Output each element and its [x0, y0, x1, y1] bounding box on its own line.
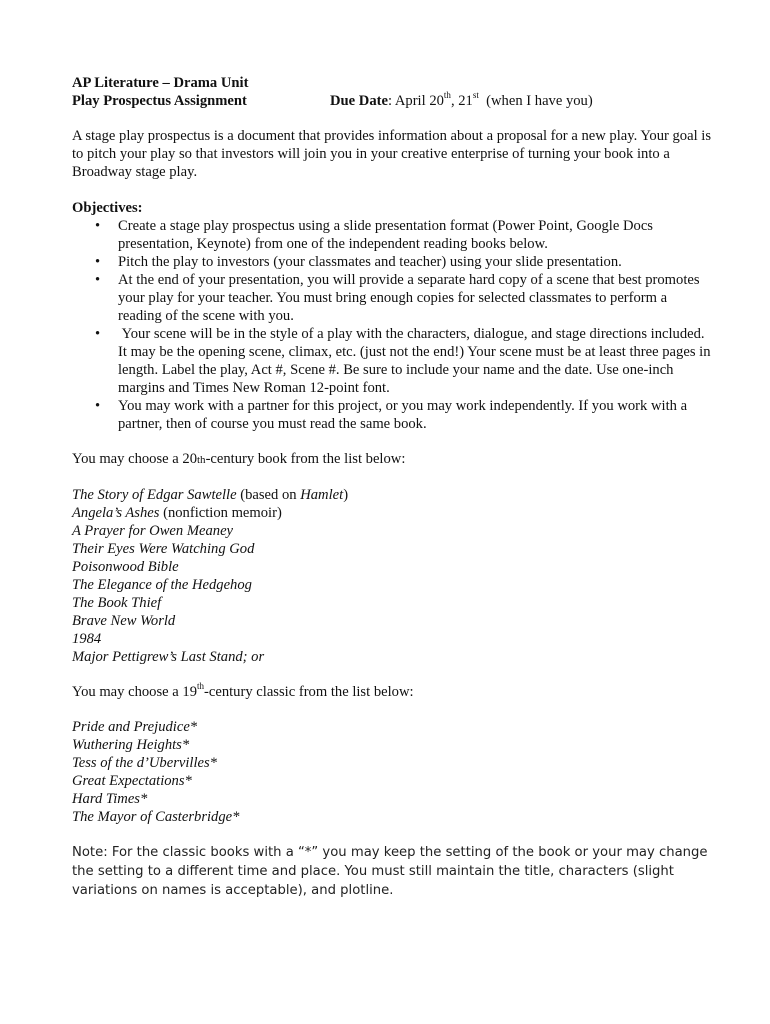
choose-20th-post: -century book from the list below:: [205, 451, 406, 467]
book-item: Major Pettigrew’s Last Stand; or: [72, 649, 265, 665]
due-date-text-2: , 21: [450, 93, 473, 109]
document-page: [72, 74, 715, 900]
course-title: AP Literature – Drama Unit: [72, 75, 249, 91]
assignment-title: Play Prospectus Assignment: [72, 93, 247, 109]
book-item: Pride and Prejudice*: [72, 719, 198, 735]
choose-19th-post: -century classic from the list below:: [204, 684, 414, 700]
header: [72, 74, 712, 110]
book-item: The Mayor of Casterbridge*: [72, 809, 240, 825]
book-item: Brave New World: [72, 613, 176, 629]
book-item: A Prayer for Owen Meaney: [72, 523, 234, 539]
objective-item: • You may work with a partner for this project, or you may work independently. If you work with a partner, then of course you must read the same book.: [118, 397, 712, 433]
book-item: Hard Times*: [72, 791, 148, 807]
book-list-19th-century: [72, 718, 712, 826]
book-item: Wuthering Heights*: [72, 737, 190, 753]
objective-item: • Your scene will be in the style of a play with the characters, dialogue, and stage directions included. It may be the opening scene, climax, etc. (just not the end!) Your scene must be at least three pages in length. Label the play, Act #, Scene #. Be sure to include your name and the date. Use one-inch margins and Times New Roman 12-point font.: [118, 325, 712, 397]
choose-19th-century: [72, 683, 712, 701]
choose-19th-th: th: [197, 681, 205, 692]
book-item: [72, 504, 712, 522]
due-date: [330, 92, 593, 110]
choose-19th-pre: You may choose a 19: [72, 684, 197, 700]
book-item: The Book Thief: [72, 595, 162, 611]
choose-20th-century: [72, 450, 712, 469]
objective-item: • At the end of your presentation, you will provide a separate hard copy of a scene that best promotes your play for your teacher. You must bring enough copies for selected classmates to perform a reading of the scene with you.: [118, 271, 712, 325]
book-item: Tess of the d’Ubervilles*: [72, 755, 217, 771]
due-date-text-3: (when I have you): [478, 93, 593, 109]
book-item: Poisonwood Bible: [72, 559, 179, 575]
due-date-sup-2: st: [472, 90, 479, 101]
due-date-text-1: : April 20: [387, 93, 444, 109]
book-note-italic: Hamlet: [300, 487, 344, 503]
objectives-list: [72, 217, 715, 433]
book-item: [72, 486, 712, 504]
choose-20th-th: th: [197, 454, 206, 466]
objective-item: • Pitch the play to investors (your classmates and teacher) using your slide presentation.: [118, 253, 712, 271]
book-title: Angela’s Ashes: [72, 505, 160, 521]
book-item: 1984: [72, 631, 102, 647]
book-item: Their Eyes Were Watching God: [72, 541, 255, 557]
intro-paragraph: A stage play prospectus is a document that provides information about a proposal for a new play. Your goal is to pitch your play so that investors will join you in your creative enterprise of turning your book into a Broadway stage play.: [72, 128, 712, 180]
book-list-20th-century: [72, 486, 712, 666]
book-note: (nonfiction memoir): [159, 505, 282, 521]
book-item: Great Expectations*: [72, 773, 192, 789]
book-note: (based on: [236, 487, 301, 503]
book-note: ): [343, 487, 349, 503]
due-date-sup-1: th: [443, 90, 451, 101]
objective-item: • Create a stage play prospectus using a slide presentation format (Power Point, Google Docs presentation, Keynote) from one of the independent reading books below.: [118, 217, 712, 253]
choose-20th-pre: You may choose a 20: [72, 451, 197, 467]
book-item: The Elegance of the Hedgehog: [72, 577, 252, 593]
book-title: The Story of Edgar Sawtelle: [72, 487, 237, 503]
due-date-label: Due Date: [330, 93, 388, 109]
note-paragraph: Note: For the classic books with a “*” you may keep the setting of the book or your may change the setting to a different time and place. You must still maintain the title, characters (slight variations on names is acceptable), and plotline.: [72, 845, 708, 898]
objectives-heading: Objectives:: [72, 200, 143, 216]
